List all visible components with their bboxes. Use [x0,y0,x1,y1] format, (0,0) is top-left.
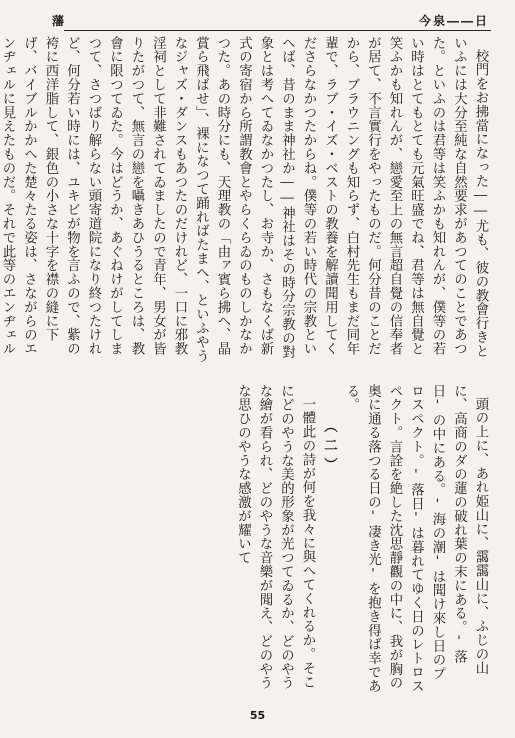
header-rule [64,30,491,31]
paragraph: 一體此の詩が何を我々に與へてくれるか。そこにどのやうな美的形象が光つてゐるか、どのやうな繪が看られ、どのやうな音樂が聞え、どのやうな思ひのやうな感激が耀いて [235,384,315,690]
upper-text-block [0,36,491,366]
running-header-corner: 藩 [52,14,65,28]
paragraph: 校門をお拂當になった――尤も、彼の教會行きといふには大分至純な自然要求があつてのことであつた。といふのは君等は笑ふかも知れんが、僕等の若い時はとてもとても元氣旺盛でね、君等は無自覺と笑ふかも知れんが、戀愛至上の無言超自覺の信奉者が居て、不言實行をやったものだ。何分昔のことだから、ブラウニングも知らず、白村先生もまだ同年輩で、ラブ・イズ・ベストの教養を解讀聞用してくださらなかつたからね。僕等の若い時代の宗教といへば、昔のまま神社か――神社はその時分宗教の對象とは考へてゐなかつたし、お寺か、さもなくば新式の寄宿から所謂教會とやらくらゐのものしかなかつた。あの時分にも、天理教の「由ァ賓ら拂へ、晶賞ら飛ばせ」、裸になつて踊ればたまへ、といふやうなジャズ・ダンスもあつたのだけれど、一口に邪教淫祠として非難されてゐましたので青年、男女が皆りたがつて、無言の戀を囁きあひうるところは、教會に限つてゐた。今はどうか、あぐねけがしてしまつて、さつばり解らない頭寄道院になり終つたけれど、何分若い時には、ユキビが物を言ふので、紫の袴に西洋脂して、銀色の小さな十字を襟の縫に下げ、バイブルかかへた楚々たる姿は、さながらのエンヂェルに見えたものだ。それで此等のエンヂェル [0,36,488,363]
paragraph: 頭の上に、あれ姫山に、靄靄山に、ふじの山に、高商のダの蓮の破れ葉の末にある。'落日'の中にある。'海の潮'は聞け來し日のプロスペクト。'落日'は暮れてゆく日のレトロスペクト。言詮を絶した沈思靜觀の中に、我が胸の奥に通る落つる日の'凄き光'を抱き得ば幸である。 [344,384,488,693]
lower-text-block [21,384,491,694]
page-number: 55 [249,709,266,722]
running-header-title: 今泉――日 [418,14,489,28]
section-heading: （二） [321,418,338,478]
